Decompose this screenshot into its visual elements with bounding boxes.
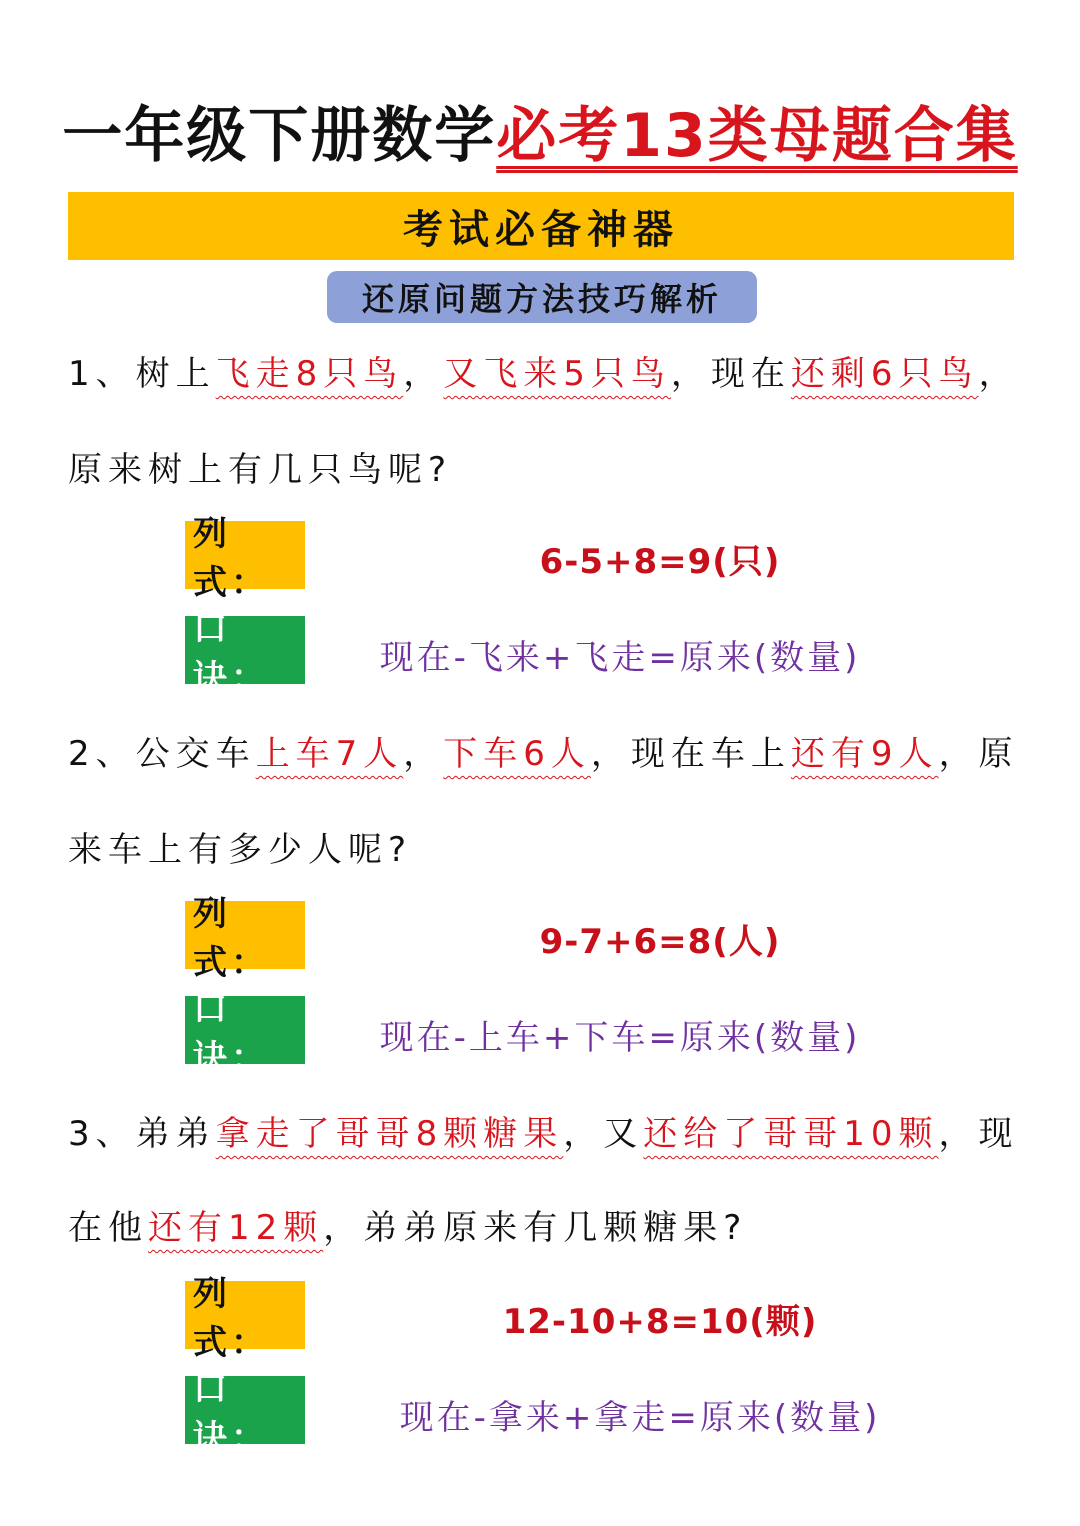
formula-label: 列式： — [185, 521, 305, 589]
problem-3-line-1 — [68, 1106, 1018, 1155]
rhyme-label: 口诀： — [185, 616, 305, 684]
highlighted-phrase: 还有9人 — [790, 734, 939, 774]
question-text: ， — [403, 354, 444, 394]
highlighted-phrase: 上车7人 — [255, 734, 404, 774]
problem-1-rhyme: 现在-飞来+飞走=原来(数量) — [379, 638, 861, 678]
highlighted-phrase: 下车6人 — [443, 734, 591, 774]
question-text: 3、弟弟 — [68, 1114, 216, 1154]
rhyme-label: 口诀： — [185, 996, 305, 1064]
highlighted-phrase: 还有12颗 — [148, 1208, 324, 1248]
question-text: ，原 — [938, 734, 1019, 774]
question-text: 2、公交车 — [68, 734, 256, 774]
problem-3-line-2 — [68, 1200, 1018, 1249]
highlighted-phrase: 又飞来5只鸟 — [443, 354, 671, 394]
formula-label: 列式： — [185, 901, 305, 969]
question-text: ， — [978, 354, 1019, 394]
problem-3-formula: 12-10+8=10(颗) — [502, 1302, 818, 1342]
question-text: 1、树上 — [68, 354, 216, 394]
problem-2-line-1 — [68, 726, 1018, 775]
title-red-part: 必考13类母题合集 — [496, 101, 1018, 171]
highlighted-phrase: 拿走了哥哥8颗糖果 — [215, 1114, 564, 1154]
banner: 考试必备神器 — [68, 192, 1014, 260]
highlighted-phrase: 还给了哥哥10颗 — [643, 1114, 939, 1154]
problem-2-rhyme: 现在-上车+下车=原来(数量) — [379, 1018, 861, 1058]
question-text: ， — [403, 734, 444, 774]
title-black-part: 一年级下册数学 — [62, 101, 497, 171]
page-title — [0, 88, 1080, 174]
problem-2-formula: 9-7+6=8(人) — [539, 922, 781, 962]
problem-3-rhyme: 现在-拿来+拿走=原来(数量) — [399, 1398, 881, 1438]
problem-1-line-1 — [68, 346, 1018, 395]
question-text: ，现 — [938, 1114, 1019, 1154]
problem-1-formula: 6-5+8=9(只) — [539, 542, 781, 582]
problem-1-line-2 — [68, 442, 1018, 491]
problem-2-line-2 — [68, 822, 1018, 871]
highlighted-phrase: 还剩6只鸟 — [790, 354, 979, 394]
highlighted-phrase: 飞走8只鸟 — [215, 354, 404, 394]
question-text: ，现在 — [670, 354, 791, 394]
section-subtitle: 还原问题方法技巧解析 — [327, 271, 757, 323]
question-text: ，弟弟原来有几颗糖果? — [323, 1208, 748, 1248]
question-text: 在他 — [68, 1208, 148, 1248]
question-text: 来车上有多少人呢? — [68, 830, 413, 870]
formula-label: 列式： — [185, 1281, 305, 1349]
question-text: ，现在车上 — [590, 734, 791, 774]
rhyme-label: 口诀： — [185, 1376, 305, 1444]
question-text: ，又 — [563, 1114, 644, 1154]
question-text: 原来树上有几只鸟呢? — [68, 450, 453, 490]
